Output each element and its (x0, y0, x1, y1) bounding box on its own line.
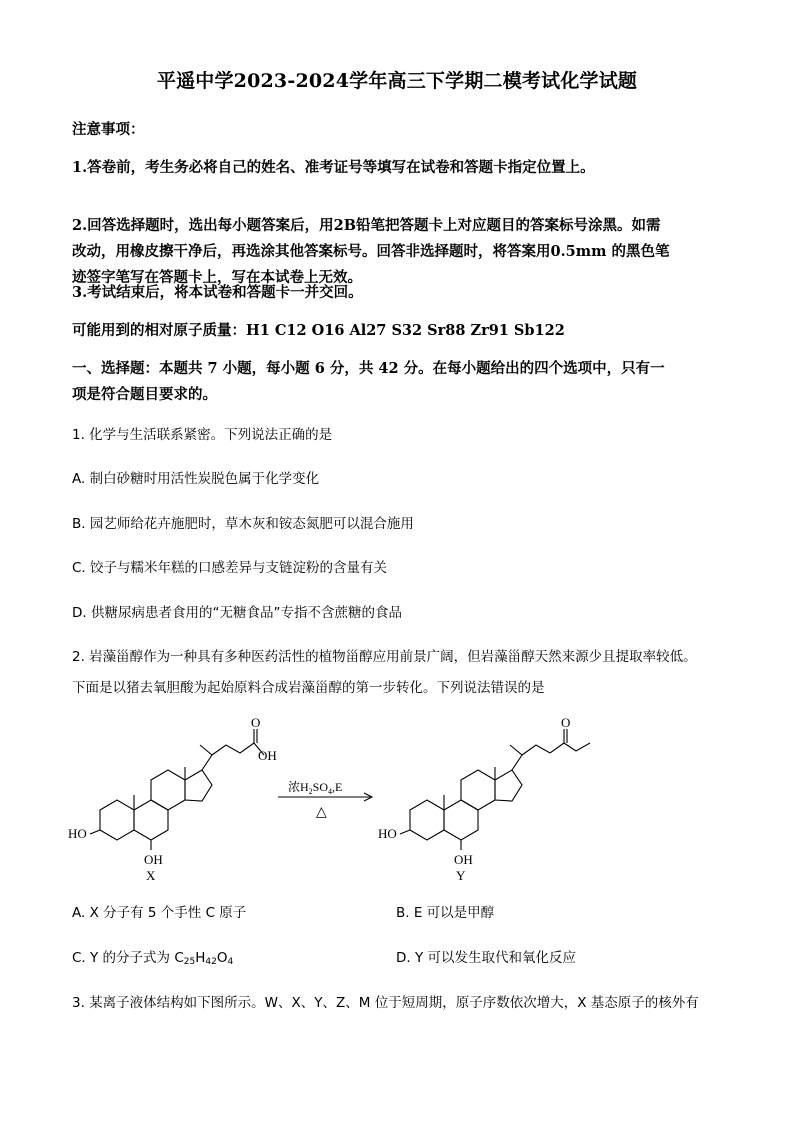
q1-option-b: B. 园艺师给花卉施肥时，草木灰和铵态氮肥可以混合施用 (72, 516, 414, 532)
q2-option-b: B. E 可以是甲醇 (396, 905, 495, 921)
page-title: 平遥中学2023-2024学年高三下学期二模考试化学试题 (156, 70, 638, 92)
q2-option-d: D. Y 可以发生取代和氧化反应 (396, 950, 577, 966)
notice-item-3: 3.考试结束后，将本试卷和答题卡一并交回。 (72, 284, 363, 301)
q1-option-c: C. 饺子与糯米年糕的口感差异与支链淀粉的含量有关 (72, 560, 388, 576)
q1-stem: 1. 化学与生活联系紧密。下列说法正确的是 (72, 427, 333, 443)
reagent-label: 浓$H_2SO_4,E$ (288, 780, 343, 796)
notice-item-1: 1.答卷前，考生务必将自己的姓名、准考证号等填写在试卷和答题卡指定位置上。 (72, 159, 595, 176)
ho-label-y: HO (378, 826, 397, 841)
section1-line-1: 一、选择题：本题共 7 小题，每小题 6 分，共 42 分。在每小题给出的四个选项中，只有一 (72, 360, 665, 377)
q1-option-a: A. 制白砂糖时用活性炭脱色属于化学变化 (72, 471, 320, 487)
q3-stem: 3. 某离子液体结构如下图所示。W、X、Y、Z、M 位于短周期，原子序数依次增大，X 基态原子的核外有 (72, 995, 699, 1011)
reaction-scheme (60, 715, 710, 885)
q2-option-a: A. X 分子有 5 个手性 C 原子 (72, 905, 247, 921)
compound-x-label: X (146, 868, 156, 883)
carbonyl-o-right: O (561, 715, 571, 730)
atomic-mass-line: 可能用到的相对原子质量：H1 C12 O16 Al27 S32 Sr88 Zr91 Sb122 (72, 322, 565, 339)
notice-heading: 注意事项： (72, 121, 145, 138)
oh-label-y: OH (454, 852, 473, 867)
section1-line-2: 项是符合题目要求的。 (72, 386, 217, 403)
notice-item-2-line-1: 2.回答选择题时，选出每小题答案后，用2B铅笔把答题卡上对应题目的答案标号涂黑。如需 (72, 217, 661, 234)
notice-item-2-line-3: 迹签字笔写在答题卡上，写在本试卷上无效。 (72, 269, 362, 286)
q2-stem-line-2: 下面是以猪去氧胆酸为起始原料合成岩藻甾醇的第一步转化。下列说法错误的是 (72, 680, 545, 696)
acid-oh-label: OH (258, 748, 277, 763)
oh-label-x: OH (144, 852, 163, 867)
ho-label-x: HO (68, 826, 87, 841)
q2-stem-line-1: 2. 岩藻甾醇作为一种具有多种医药活性的植物甾醇应用前景广阔，但岩藻甾醇天然来源少且提取率较低。 (72, 649, 697, 665)
carbonyl-o-left: O (251, 715, 261, 730)
compound-y-label: Y (456, 868, 466, 883)
notice-item-2-line-2: 改动，用橡皮擦干净后，再选涂其他答案标号。回答非选择题时，将答案用0.5mm 的黑色笔 (72, 243, 670, 260)
heat-condition: △ (316, 805, 327, 820)
q1-option-d: D. 供糖尿病患者食用的“无糖食品”专指不含蔗糖的食品 (72, 605, 402, 621)
q2-option-c: C. Y 的分子式为 $C_{25}H_{42}O_4$ (72, 950, 234, 967)
